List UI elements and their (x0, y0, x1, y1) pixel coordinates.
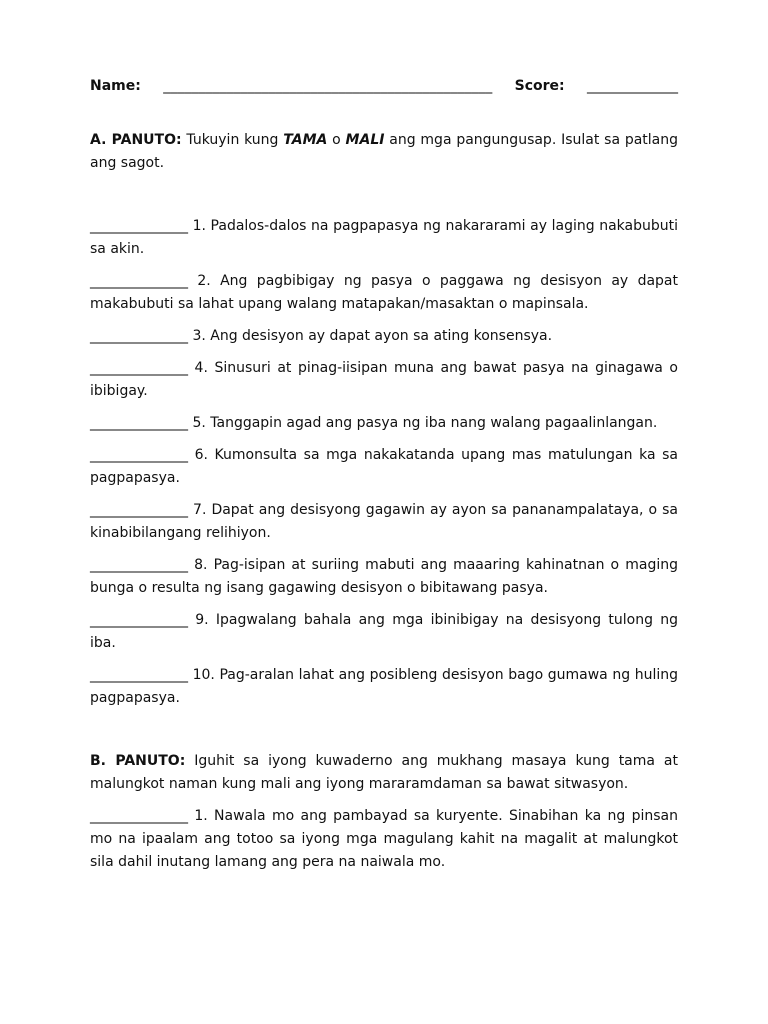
answer-blank[interactable]: ______________ (90, 557, 188, 573)
tama-label: TAMA (283, 132, 328, 148)
section-a-instructions (90, 129, 678, 175)
answer-blank[interactable]: ______________ (90, 328, 188, 344)
question-item (90, 215, 678, 261)
question-text: 7. Dapat ang desisyong gagawin ay ayon sa pananampalataya, o sa kinabibilangang relihiyon. (90, 502, 678, 541)
question-item (90, 554, 678, 600)
answer-blank[interactable]: ______________ (90, 273, 188, 289)
question-item (90, 609, 678, 655)
situation-text: 1. Nawala mo ang pambayad sa kuryente. Sinabihan ka ng pinsan mo na ipaalam ang totoo sa iyong mga magulang kahit na magalit at malungkot sila dahil inutang lamang ang pera na naiwala mo. (90, 808, 678, 870)
section-b-items (90, 805, 678, 874)
worksheet-content (90, 75, 678, 883)
question-text: 3. Ang desisyon ay dapat ayon sa ating konsensya. (188, 328, 553, 344)
name-label: Name: (90, 78, 141, 94)
question-text: 6. Kumonsulta sa mga nakakatanda upang mas matulungan ka sa pagpapasya. (90, 447, 678, 486)
question-text: 5. Tanggapin agad ang pasya ng iba nang walang pagaalinlangan. (188, 415, 658, 431)
answer-blank[interactable]: ______________ (90, 360, 188, 376)
section-b-instr: Iguhit sa iyong kuwaderno ang mukhang masaya kung tama at malungkot naman kung mali ang iyong mararamdaman sa bawat sitwasyon. (90, 753, 678, 792)
answer-blank[interactable]: ______________ (90, 502, 188, 518)
name-score-line (90, 75, 678, 98)
name-blank: _______________________________________________ (163, 78, 493, 94)
question-item (90, 325, 678, 348)
question-item (90, 444, 678, 490)
question-item (90, 664, 678, 710)
question-text: 9. Ipagwalang bahala ang mga ibinibigay na desisyong tulong ng iba. (90, 612, 678, 651)
question-text: 8. Pag-isipan at suriing mabuti ang maaaring kahinatnan o maging bunga o resulta ng isang gagawing desisyon o bibitawang pasya. (90, 557, 678, 596)
section-b-heading: B. PANUTO: (90, 753, 186, 769)
question-text: 1. Padalos-dalos na pagpapasya ng nakararami ay laging nakabubuti sa akin. (90, 218, 678, 257)
question-item (90, 357, 678, 403)
mali-label: MALI (345, 132, 385, 148)
section-a-instr-2: o (327, 132, 346, 148)
question-item (90, 412, 678, 435)
question-text: 4. Sinusuri at pinag-iisipan muna ang bawat pasya na ginagawa o ibibigay. (90, 360, 678, 399)
score-label: Score: (514, 78, 565, 94)
answer-blank[interactable]: ______________ (90, 612, 188, 628)
question-text: 10. Pag-aralan lahat ang posibleng desisyon bago gumawa ng huling pagpapasya. (90, 667, 678, 706)
question-text: 2. Ang pagbibigay ng pasya o paggawa ng desisyon ay dapat makabubuti sa lahat upang walang matapakan/masaktan o mapinsala. (90, 273, 678, 312)
answer-blank[interactable]: ______________ (90, 415, 188, 431)
question-item (90, 270, 678, 316)
section-a-items (90, 215, 678, 710)
section-b-instructions (90, 750, 678, 796)
score-blank: _____________ (587, 78, 679, 94)
situation-item (90, 805, 678, 874)
answer-blank[interactable]: ______________ (90, 218, 188, 234)
answer-blank[interactable]: ______________ (90, 447, 188, 463)
question-item (90, 499, 678, 545)
answer-blank[interactable]: ______________ (90, 808, 188, 824)
section-a-instr-3: ang mga pangungusap. Isulat sa patlang ang sagot. (90, 132, 679, 171)
section-a-heading: A. PANUTO: (90, 132, 182, 148)
section-a-instr-1: Tukuyin kung (181, 132, 284, 148)
answer-blank[interactable]: ______________ (90, 667, 188, 683)
